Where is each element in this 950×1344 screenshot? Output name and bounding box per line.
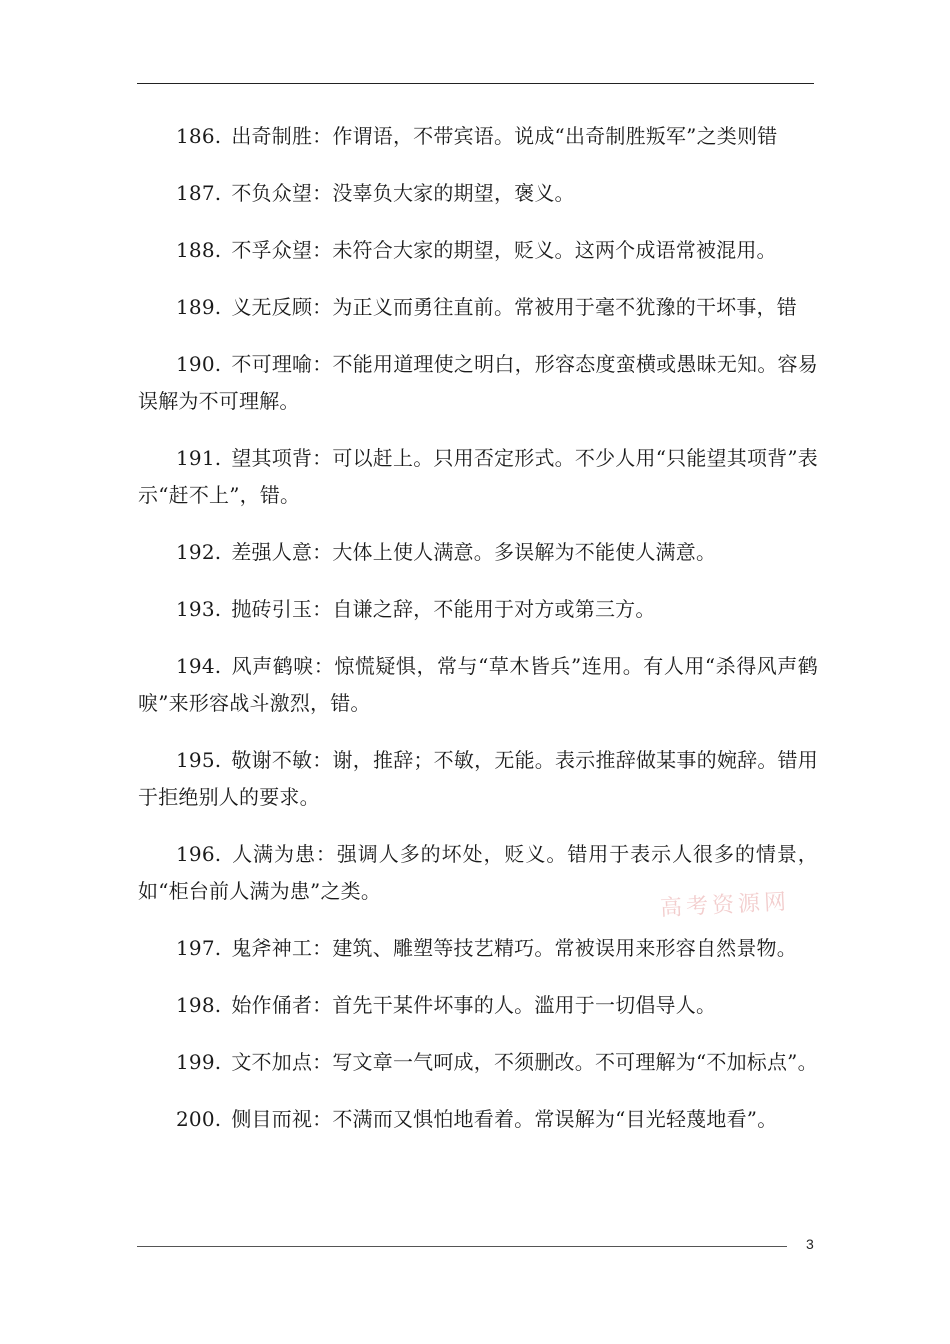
list-item — [138, 289, 818, 326]
item-text: 文不加点：写文章一气呵成，不须删改。不可理解为“不加标点”。 — [231, 1050, 818, 1074]
item-number: 191. — [176, 446, 222, 470]
page-number: 3 — [806, 1236, 814, 1252]
item-text: 出奇制胜：作谓语，不带宾语。说成“出奇制胜叛军”之类则错 — [231, 124, 778, 148]
list-item — [138, 930, 818, 967]
item-text: 望其项背：可以赶上。只用否定形式。不少人用“只能望其项背”表示“赶不上”，错。 — [138, 446, 818, 507]
list-item — [138, 1044, 818, 1081]
item-number: 196. — [176, 842, 222, 866]
item-number: 195. — [176, 748, 222, 772]
item-number: 194. — [176, 654, 222, 678]
item-text: 风声鹤唳：惊慌疑惧，常与“草木皆兵”连用。有人用“杀得风声鹤唳”来形容战斗激烈，错。 — [138, 654, 818, 715]
item-number: 188. — [176, 238, 222, 262]
item-number: 189. — [176, 295, 222, 319]
item-text: 不孚众望：未符合大家的期望，贬义。这两个成语常被混用。 — [231, 238, 777, 262]
content-body — [138, 118, 818, 1158]
list-item — [138, 742, 818, 816]
item-number: 198. — [176, 993, 222, 1017]
item-text: 侧目而视：不满而又惧怕地看着。常误解为“目光轻蔑地看”。 — [231, 1107, 778, 1131]
list-item — [138, 987, 818, 1024]
list-item — [138, 648, 818, 722]
list-item — [138, 534, 818, 571]
footer-rule — [137, 1246, 787, 1247]
item-text: 不负众望：没辜负大家的期望，褒义。 — [231, 181, 575, 205]
item-number: 192. — [176, 540, 222, 564]
item-number: 186. — [176, 124, 222, 148]
item-text: 人满为患：强调人多的坏处，贬义。错用于表示人很多的情景，如“柜台前人满为患”之类。 — [138, 842, 818, 903]
item-text: 义无反顾：为正义而勇往直前。常被用于毫不犹豫的干坏事，错 — [231, 295, 797, 319]
item-text: 抛砖引玉：自谦之辞，不能用于对方或第三方。 — [231, 597, 656, 621]
item-number: 199. — [176, 1050, 222, 1074]
item-text: 不可理喻：不能用道理使之明白，形容态度蛮横或愚昧无知。容易误解为不可理解。 — [138, 352, 818, 413]
item-number: 200. — [176, 1107, 222, 1131]
item-number: 193. — [176, 597, 222, 621]
list-item — [138, 118, 818, 155]
item-text: 敬谢不敏：谢，推辞；不敏，无能。表示推辞做某事的婉辞。错用于拒绝别人的要求。 — [138, 748, 818, 809]
list-item — [138, 175, 818, 212]
list-item — [138, 232, 818, 269]
item-number: 187. — [176, 181, 222, 205]
item-text: 始作俑者：首先干某件坏事的人。滥用于一切倡导人。 — [231, 993, 717, 1017]
list-item — [138, 1101, 818, 1138]
item-text: 差强人意：大体上使人满意。多误解为不能使人满意。 — [231, 540, 717, 564]
item-text: 鬼斧神工：建筑、雕塑等技艺精巧。常被误用来形容自然景物。 — [231, 936, 797, 960]
item-number: 190. — [176, 352, 222, 376]
watermark: 高考资源网 — [659, 889, 791, 922]
list-item — [138, 346, 818, 420]
header-rule — [137, 83, 814, 84]
item-number: 197. — [176, 936, 222, 960]
list-item — [138, 591, 818, 628]
list-item — [138, 440, 818, 514]
